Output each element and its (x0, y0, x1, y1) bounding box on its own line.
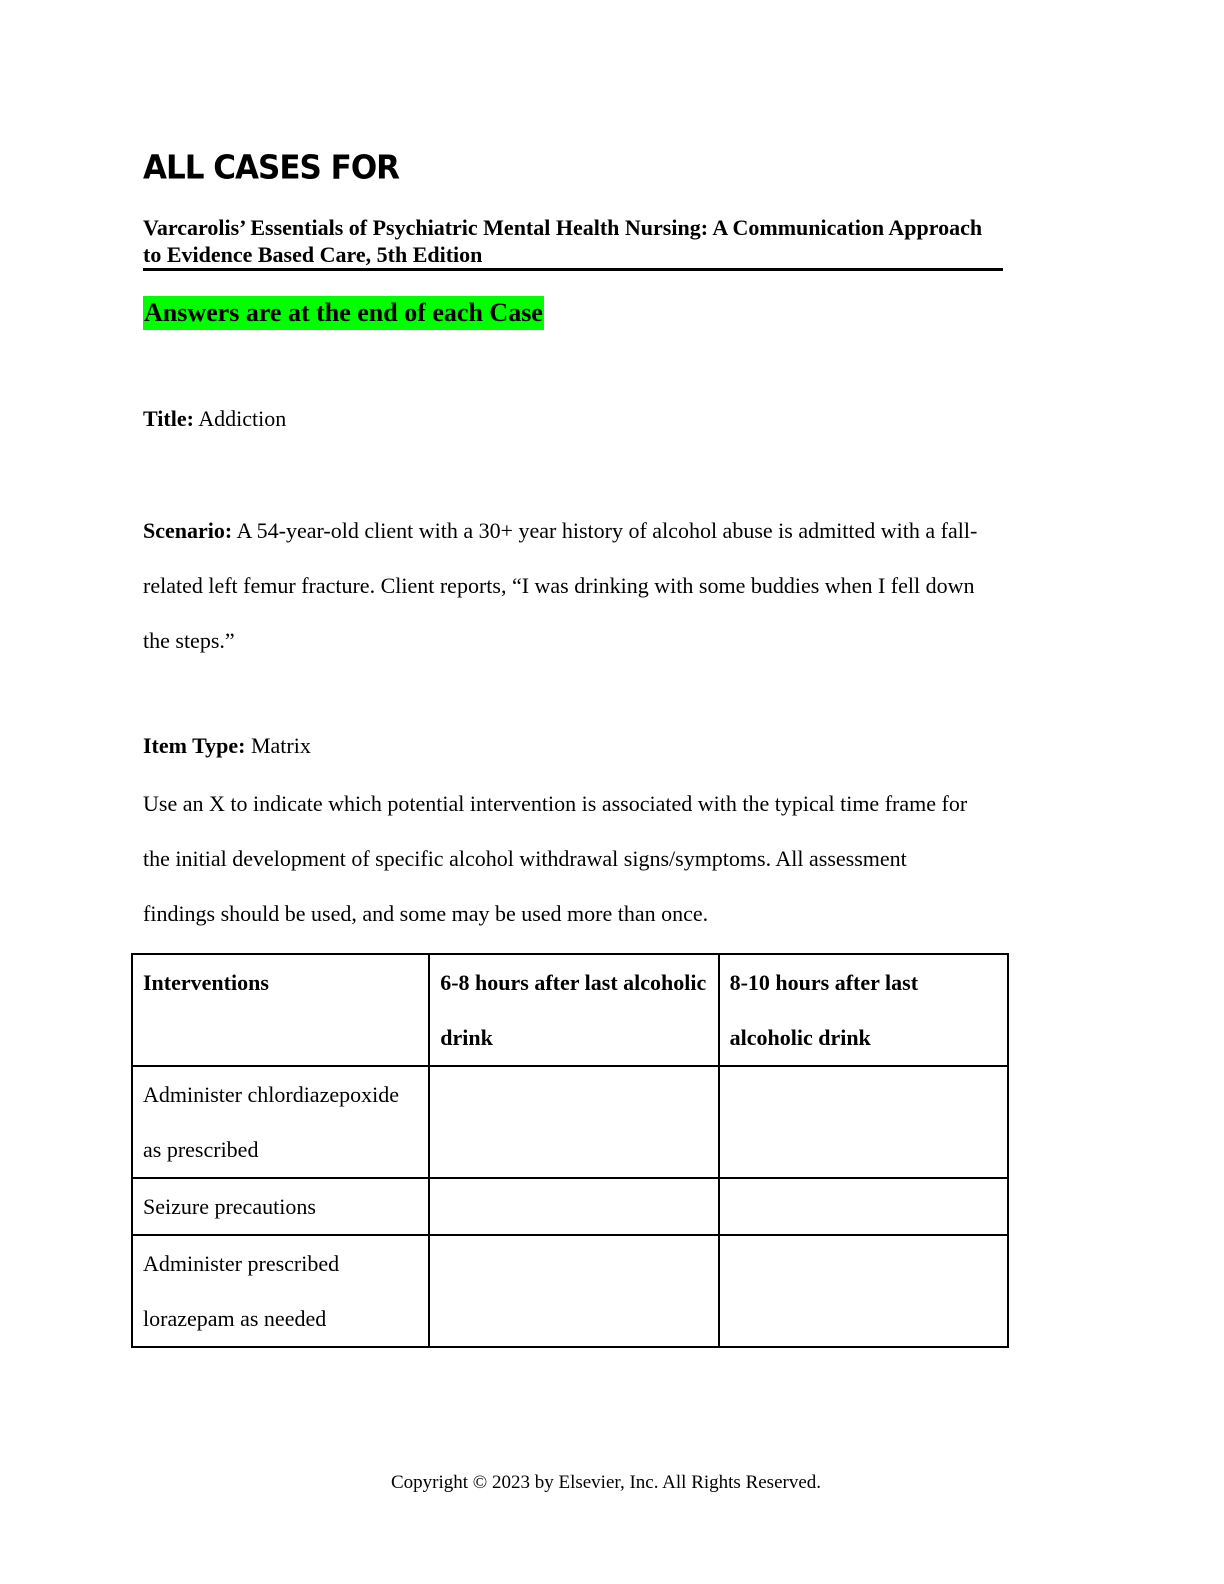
table-row (132, 1178, 1008, 1235)
answer-cell[interactable] (429, 1178, 718, 1235)
item-type-label: Item Type: (143, 733, 246, 758)
table-row (132, 1066, 1008, 1178)
answer-cell[interactable] (429, 1235, 718, 1347)
scenario-text: A 54-year-old client with a 30+ year history of alcohol abuse is admitted with a fall-related left femur fracture. Client reports, “I was drinking with some buddies when I fell down the steps.” (143, 518, 978, 653)
scenario-label: Scenario: (143, 518, 233, 543)
table-row (132, 1235, 1008, 1347)
item-type (143, 733, 311, 759)
intervention-cell: Seizure precautions (132, 1178, 429, 1235)
item-type-value: Matrix (250, 733, 311, 758)
intervention-cell: Administer prescribed lorazepam as needed (132, 1235, 429, 1347)
title-divider (143, 268, 1003, 271)
book-title: Varcarolis’ Essentials of Psychiatric Mental Health Nursing: A Communication Approach to Evidence Based Care, 5th Edition (143, 215, 983, 267)
header-interventions: Interventions (132, 954, 429, 1066)
intervention-cell: Administer chlordiazepoxide as prescribed (132, 1066, 429, 1178)
header-8-10-hours: 8-10 hours after last alcoholic drink (719, 954, 1008, 1066)
header-6-8-hours: 6-8 hours after last alcoholic drink (429, 954, 718, 1066)
instructions-text: Use an X to indicate which potential intervention is associated with the typical time frame for the initial development of specific alcohol withdrawal signs/symptoms. All assessment findings should be used, and some may be used more than once. (143, 791, 968, 926)
scenario-paragraph (143, 503, 1003, 668)
copyright-footer: Copyright © 2023 by Elsevier, Inc. All Rights Reserved. (390, 1472, 822, 1493)
answer-cell[interactable] (719, 1235, 1008, 1347)
answers-note-highlight: Answers are at the end of each Case (143, 296, 544, 330)
table-header-row (132, 954, 1008, 1066)
case-title-label: Title: (143, 406, 194, 431)
answer-cell[interactable] (429, 1066, 718, 1178)
case-title-value: Addiction (198, 406, 287, 431)
case-title (143, 406, 286, 432)
answer-cell[interactable] (719, 1178, 1008, 1235)
answer-cell[interactable] (719, 1066, 1008, 1178)
intervention-matrix-table (131, 953, 1009, 1348)
document-heading: ALL CASES FOR (143, 149, 400, 187)
